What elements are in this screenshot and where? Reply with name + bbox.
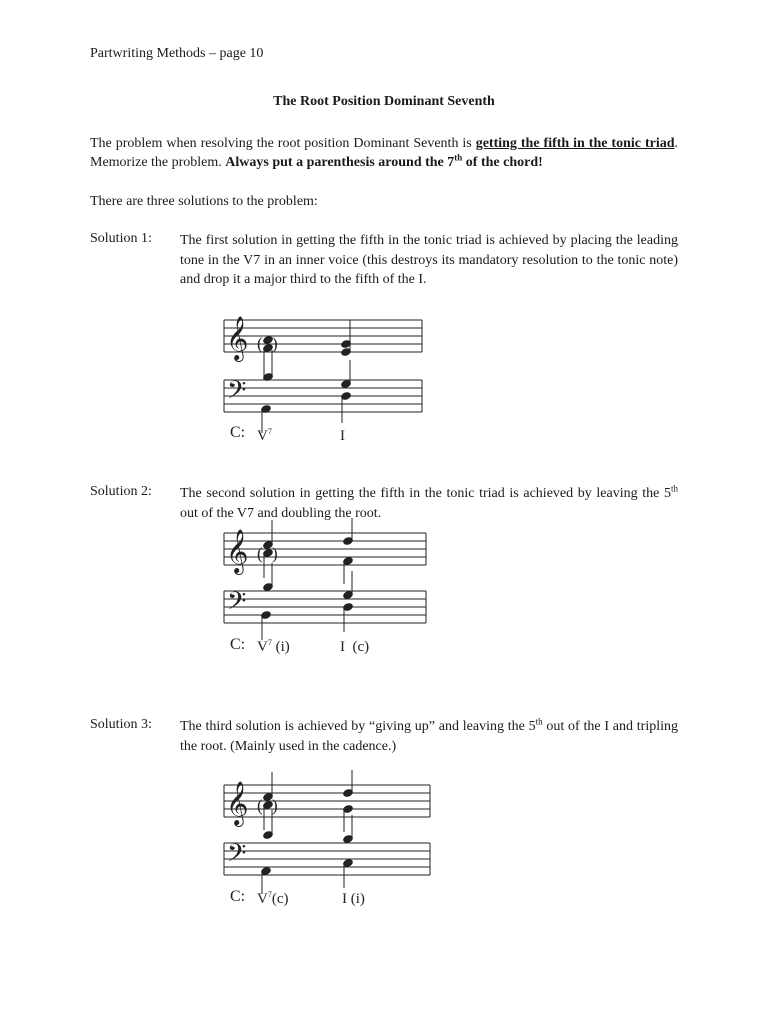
treble-clef-icon: 𝄞 [226,783,249,825]
solution-3-sup: th [535,716,543,727]
solution-2-text-a: The second solution in getting the fifth in the tonic triad is achieved by leaving the 5 [180,486,671,501]
intro-text-a: The problem when resolving the root position Dominant Seventh is [90,136,476,151]
lead-in-text: There are three solutions to the problem: [90,194,318,209]
page-title: The Root Position Dominant Seventh [273,94,495,109]
bass-clef-icon: 𝄢 [227,840,247,873]
page-header: Partwriting Methods – page 10 [90,46,264,61]
intro-bold-b: of the chord! [462,155,543,170]
intro-emphasis: getting the fifth in the tonic triad [475,136,675,151]
parenthesis-left: ( [257,544,263,563]
parenthesis-right: ) [272,334,278,353]
music-example-1 [200,305,430,445]
key-label: C: [230,636,246,653]
parenthesis-right: ) [272,544,278,563]
treble-clef-icon: 𝄞 [226,318,249,360]
treble-clef-icon: 𝄞 [226,531,249,573]
chord-2-label: I (c) [340,639,370,655]
bass-clef-icon: 𝄢 [227,377,247,410]
intro-paragraph [90,134,678,172]
music-example-3 [200,770,436,910]
bass-staff [224,843,430,875]
solution-2-sup: th [670,483,678,494]
treble-staff [224,785,430,817]
solution-1-label: Solution 1: [90,231,152,246]
chord-1-label: $V^7(c)$ [257,890,289,907]
bass-staff [224,380,422,412]
solution-3-label: Solution 3: [90,717,152,732]
solution-2-label: Solution 2: [90,484,152,499]
parenthesis-left: ( [257,334,263,353]
parenthesis-right: ) [272,796,278,815]
treble-staff [224,533,426,565]
treble-staff [224,320,422,352]
solution-3-text [180,717,678,756]
intro-bold-a: Always put a parenthesis around the 7 [225,155,455,170]
key-label: C: [230,888,246,905]
solution-1-text: The first solution in getting the fifth in the tonic triad is achieved by placing the leading tone in the V7 in an inner voice (this destroys its mandatory resolution to the tonic note) and drop it a major third to the fifth of the I. [180,233,678,287]
chord-1-label: $V^7$ (i) [257,638,290,655]
parenthesis-left: ( [257,796,263,815]
music-example-2 [200,518,430,658]
solution-3-text-b: out of the I and tripling the root. (Mainly used in the cadence.) [180,719,678,754]
solution-3-text-a: The third solution is achieved by “giving up” and leaving the 5 [180,719,536,734]
chord-1-label: $V^7$ [257,427,272,444]
bass-staff [224,591,426,623]
key-label: C: [230,424,246,441]
intro-bold-sup: th [454,152,463,163]
intro-text-b: . Memorize the problem. [90,136,678,170]
chord-2-label: I (i) [342,891,365,907]
chord-2-label: I [340,428,345,444]
bass-clef-icon: 𝄢 [227,588,247,621]
solution-2-text-b: out of the V7 and doubling the root. [180,505,382,521]
